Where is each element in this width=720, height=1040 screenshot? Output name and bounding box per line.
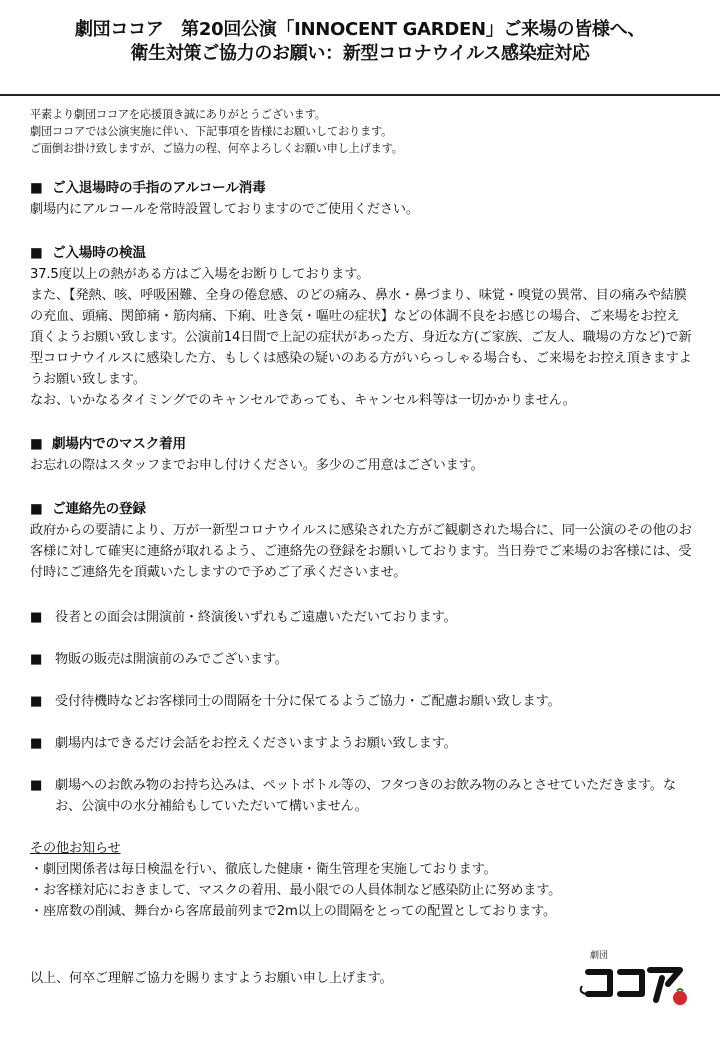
section-text: お忘れの際はスタッフまでお申し付けください。多少のご用意はございます。 [30,458,484,473]
svg-text:ココア: ココア [694,1010,697,1011]
section-title: ■ ご連絡先の登録 [30,498,692,520]
other-notice-item: ・劇団関係者は毎日検温を行い、徹底した健康・衛生管理を実施しております。 [30,862,497,877]
document-body [30,106,692,989]
square-bullet-icon: ■ [30,501,43,517]
section-title: ■ 劇場内でのマスク着用 [30,433,692,455]
other-notice-item: ・お客様対応におきまして、マスクの着用、最小限での人員体制など感染防止に努めます。 [30,883,562,898]
bullet-item: ■ 劇場へのお飲み物のお持ち込みは、ペットボトル等の、フタつきのお飲み物のみとさせていただきます。なお、公演中の水分補給もしていただいて構いません。 [30,775,692,817]
bullet-item: ■ 役者との面会は開演前・終演後いずれもご遠慮いただいております。 [30,607,692,628]
section-mask [30,433,692,476]
bullet-item: ■ 受付待機時などお客様同士の間隔を十分に保てるようご協力・ご配慮お願い致します。 [30,691,692,712]
troupe-logo [576,946,697,1011]
section-text: また、【発熱、咳、呼吸困難、全身の倦怠感、のどの痛み、鼻水・鼻づまり、味覚・嗅覚の異常、目の痛みや結膜の充血、頭痛、関節痛・筋肉痛、下痢、吐き気・嘔吐の症状】などの体調不良をお感じの場合、ご来場をお控え頂くようお願い致します。公演前14日間で上記の症状があった方、身近な方(ご家族、ご友人、職場の方など)で新型コロナウイルスに感染した方、もしくは感染の疑いのある方がいらっしゃる場合も、ご来場をお控え頂きますようお願い致します。 [30,288,692,387]
square-bullet-icon: ■ [30,436,43,452]
other-notices-title: その他お知らせ [30,841,121,856]
intro-line: ご面倒お掛け致しますが、ご協力の程、何卒よろしくお願い申し上げます。 [30,142,403,155]
section-title: ■ ご入退場時の手指のアルコール消毒 [30,177,692,199]
intro-text [30,106,692,157]
square-bullet-icon: ■ [30,736,43,751]
cocoa-logo-icon [576,946,697,1011]
section-text: 37.5度以上の熱がある方はご入場をお断りしております。 [30,267,370,282]
section-text: 政府からの要請により、万が一新型コロナウイルスに感染された方がご観劇された場合に、同一公演のその他のお客様に対して確実に連絡が取れるよう、ご連絡先の登録をお願いしております。当日券でご来場のお客様には、受付時にご連絡先を頂戴いたしますので予めご了承くださいませ。 [30,523,692,580]
section-text: なお、いかなるタイミングでのキャンセルであっても、キャンセル料等は一切かかりません。 [30,393,576,408]
square-bullet-icon: ■ [30,610,43,625]
section-title: ■ ご入場時の検温 [30,242,692,264]
section-alcohol [30,177,692,220]
logo-accent [673,991,687,1005]
logo-small-text: 劇団 [590,951,609,961]
square-bullet-icon: ■ [30,778,43,793]
header-title-line2: 衛生対策ご協力のお願い：新型コロナウイルス感染症対応 [130,43,590,64]
square-bullet-icon: ■ [30,694,43,709]
intro-line: 平素より劇団ココアを応援頂き誠にありがとうございます。 [30,108,326,121]
bullet-item: ■ 物販の販売は開演前のみでございます。 [30,649,692,670]
section-contact [30,498,692,583]
intro-line: 劇団ココアでは公演実施に伴い、下記事項を皆様にお願いしております。 [30,125,393,138]
document-header [0,0,720,96]
bullet-item: ■ 劇場内はできるだけ会話をお控えくださいますようお願い致します。 [30,733,692,754]
section-temperature [30,242,692,411]
header-title-line1: 劇団ココア 第20回公演「INNOCENT GARDEN」ご来場の皆様へ、 [74,19,646,40]
closing-text: 以上、何卒ご理解ご協力を賜りますようお願い申し上げます。 [30,971,393,986]
square-bullet-icon: ■ [30,180,43,196]
section-text: 劇場内にアルコールを常時設置しておりますのでご使用ください。 [30,202,419,217]
square-bullet-icon: ■ [30,652,43,667]
other-notice-item: ・座席数の削減、舞台から客席最前列まで2m以上の間隔をとっての配置としております。 [30,904,557,919]
square-bullet-icon: ■ [30,245,43,261]
